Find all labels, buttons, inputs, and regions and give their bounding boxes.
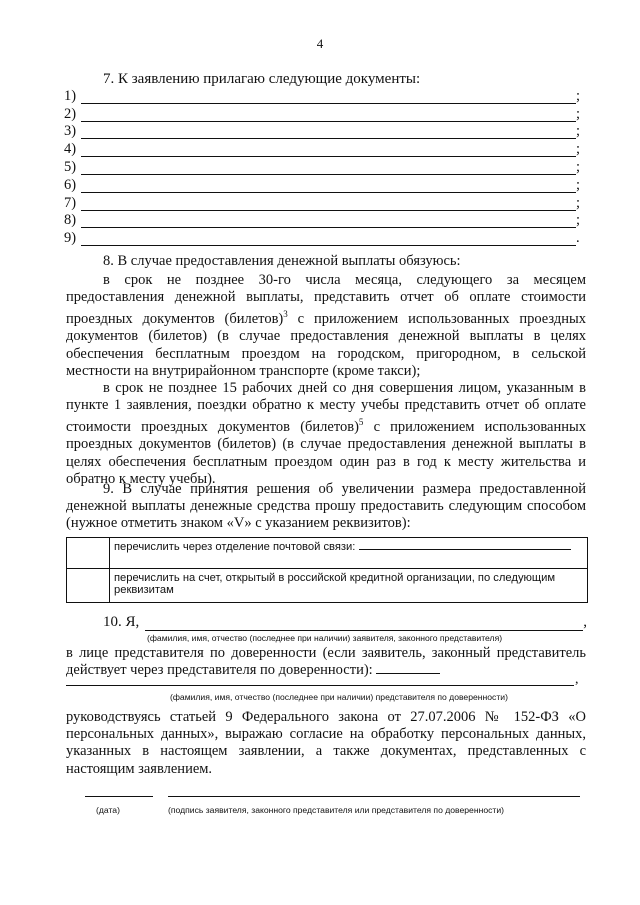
bank-checkbox[interactable] [67,569,110,603]
document-list [64,86,584,246]
document-line-number: 7) [64,194,77,211]
document-line-end: ; [576,87,581,104]
document-line-number: 2) [64,105,77,122]
bank-option-label: перечислить на счет, открытый в российской кредитной организации, по следующим реквизитам [110,569,588,603]
section-9-text: 9. В случае принятия решения об увеличении размера предоставленной денежной выплаты денежные средства прошу предоставить следующим способом (нужное отметить знаком «V» с указанием реквизитов): [66,481,586,532]
section-8-paragraph-1: в срок не позднее 30-го числа месяца, следующего за месяцем предоставления денежной выплаты, представить отчет об оплате стоимости проездных документов (билетов)$^3$ с приложением использованных проездных документов (билетов) (в случае предоставления денежной выплаты в целях обеспечения бесплатным проездом на городском, пригородном, в сельской местности на внутрирайонном транспорте (кроме такси); [66,272,586,379]
document-line-field[interactable] [81,180,576,193]
document-line-number: 9) [64,230,77,247]
applicant-caption: (фамилия, имя, отчество (последнее при наличии) заявителя, законного представителя) [147,633,503,643]
document-line-number: 3) [64,123,77,140]
document-line-end: ; [576,158,581,175]
document-line-number: 6) [64,176,77,193]
document-line-number: 8) [64,212,77,229]
date-field[interactable] [85,796,153,797]
document-line [64,193,584,211]
post-details-field[interactable] [359,541,571,550]
section-7-heading: 7. К заявлению прилагаю следующие документы: [103,71,421,87]
payment-option-bank [67,569,588,603]
representative-text: в лице представителя по доверенности (если заявитель, законный представитель действует через представителя по доверенности): [66,645,586,679]
document-line-field[interactable] [81,162,576,175]
consent-text: руководствуясь статьей 9 Федерального закона от 27.07.2006 № 152-ФЗ «О персональных данных», выражаю согласие на обработку персональных данных, указанных в настоящем заявлении, а также документах, представленных с настоящим заявлением. [66,709,586,777]
representative-caption: (фамилия, имя, отчество (последнее при наличии) представителя по доверенности) [170,692,508,702]
document-line [64,228,584,246]
applicant-comma: , [583,614,587,630]
document-line-end: ; [576,212,581,229]
document-line [64,211,584,229]
representative-name-field[interactable] [66,673,574,686]
document-line [64,139,584,157]
document-line-field[interactable] [81,126,576,139]
document-line-end: ; [576,141,581,158]
document-line-field[interactable] [81,233,576,246]
document-line [64,86,584,104]
document-line-end: . [576,230,580,247]
document-line-field[interactable] [81,144,576,157]
payment-method-table [66,537,588,603]
date-caption: (дата) [96,805,120,815]
document-line [64,157,584,175]
document-line-field[interactable] [81,91,576,104]
section-8-heading: 8. В случае предоставления денежной выплаты обязуюсь: [103,253,461,269]
document-line-field[interactable] [81,215,576,228]
document-line [64,104,584,122]
signature-field[interactable] [168,796,580,797]
post-checkbox[interactable] [67,538,110,569]
section-10-lead: 10. Я, [103,614,140,630]
post-option-cell [110,538,588,569]
document-line-end: ; [576,123,581,140]
section-10-applicant-line [103,614,587,631]
payment-option-post [67,538,588,569]
document-line-end: ; [576,194,581,211]
applicant-name-field[interactable] [145,618,583,631]
representative-comma: , [575,672,579,687]
document-line-end: ; [576,176,581,193]
page-number: 4 [316,36,324,51]
document-line-number: 5) [64,158,77,175]
post-option-label: перечислить через отделение почтовой связи: [114,541,356,553]
document-line [64,175,584,193]
document-line-end: ; [576,105,581,122]
document-line-field[interactable] [81,198,576,211]
document-line-number: 4) [64,141,77,158]
document-line-number: 1) [64,87,77,104]
document-line [64,122,584,140]
document-line-field[interactable] [81,109,576,122]
signature-caption: (подпись заявителя, законного представителя или представителя по доверенности) [168,805,504,815]
section-8-paragraph-2: в срок не позднее 15 рабочих дней со дня совершения лицом, указанным в пункте 1 заявления, поездки обратно к месту учебы представить отчет об оплате стоимости проездных документов (билетов)$^5$ с приложением использованных проездных документов (билетов) (в случае предоставления денежной выплаты в целях обеспечения бесплатным проездом один раз в год к месту жительства и обратно к месту учебы). [66,380,586,487]
